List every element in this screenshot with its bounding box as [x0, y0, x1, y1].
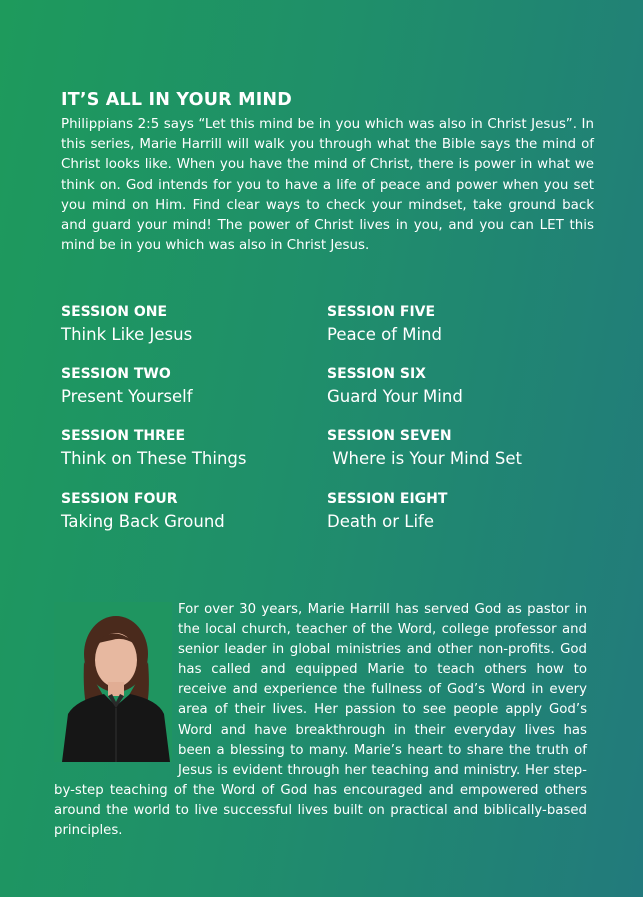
session-label: SESSION SEVEN: [327, 428, 452, 444]
session-title: Death or Life: [327, 512, 435, 531]
page-title: IT’S ALL IN YOUR MIND: [61, 90, 292, 110]
session-label: SESSION SIX: [327, 366, 426, 382]
session-item: [61, 365, 321, 409]
session-item: [61, 303, 321, 347]
session-title: Guard Your Mind: [327, 387, 463, 406]
session-item: [327, 490, 587, 534]
session-item: [327, 365, 587, 409]
session-label: SESSION TWO: [61, 366, 171, 382]
session-label: SESSION THREE: [61, 428, 186, 444]
session-title: Think Like Jesus: [61, 325, 193, 344]
session-title: Where is Your Mind Set: [327, 449, 522, 468]
session-item: [61, 490, 321, 534]
session-title: Present Yourself: [61, 387, 193, 406]
session-title: Peace of Mind: [327, 325, 442, 344]
session-item: [327, 303, 587, 347]
bio-section: [54, 600, 587, 841]
session-item: [327, 427, 587, 471]
session-label: SESSION EIGHT: [327, 491, 448, 507]
session-title: Taking Back Ground: [61, 512, 225, 531]
session-item: [61, 427, 321, 471]
session-title: Think on These Things: [61, 449, 247, 468]
bio-paragraph: For over 30 years, Marie Harrill has served God as pastor in the local church, teacher of the Word, college professor and senior leader in global ministries and other non-profits. God has called and equipped Marie to teach others how to receive and experience the fullness of God’s Word in every area of their lives. Her passion to see people apply God’s Word and have breakthrough in their everyday lives has been a blessing to many. Marie’s heart to share the truth of Jesus is evident through her teaching and ministry. Her step-by-step teaching of the Word of God has encouraged and empowered others around the world to live successful lives built on practical and biblically-based principles.: [54, 602, 587, 839]
intro-paragraph: Philippians 2:5 says “Let this mind be in you which was also in Christ Jesus”. In this series, Marie Harrill will walk you through what the Bible says the mind of Christ looks like. When you have the mind of Christ, there is power in what we think on. God intends for you to have a life of peace and power when you set you mind on Him. Find clear ways to check your mindset, take ground back and guard your mind! The power of Christ lives in you, and you can LET this mind be in you which was also in Christ Jesus.: [61, 117, 594, 254]
author-photo: [54, 602, 174, 765]
session-label: SESSION FOUR: [61, 491, 178, 507]
session-label: SESSION FIVE: [327, 304, 436, 320]
session-label: SESSION ONE: [61, 304, 168, 320]
